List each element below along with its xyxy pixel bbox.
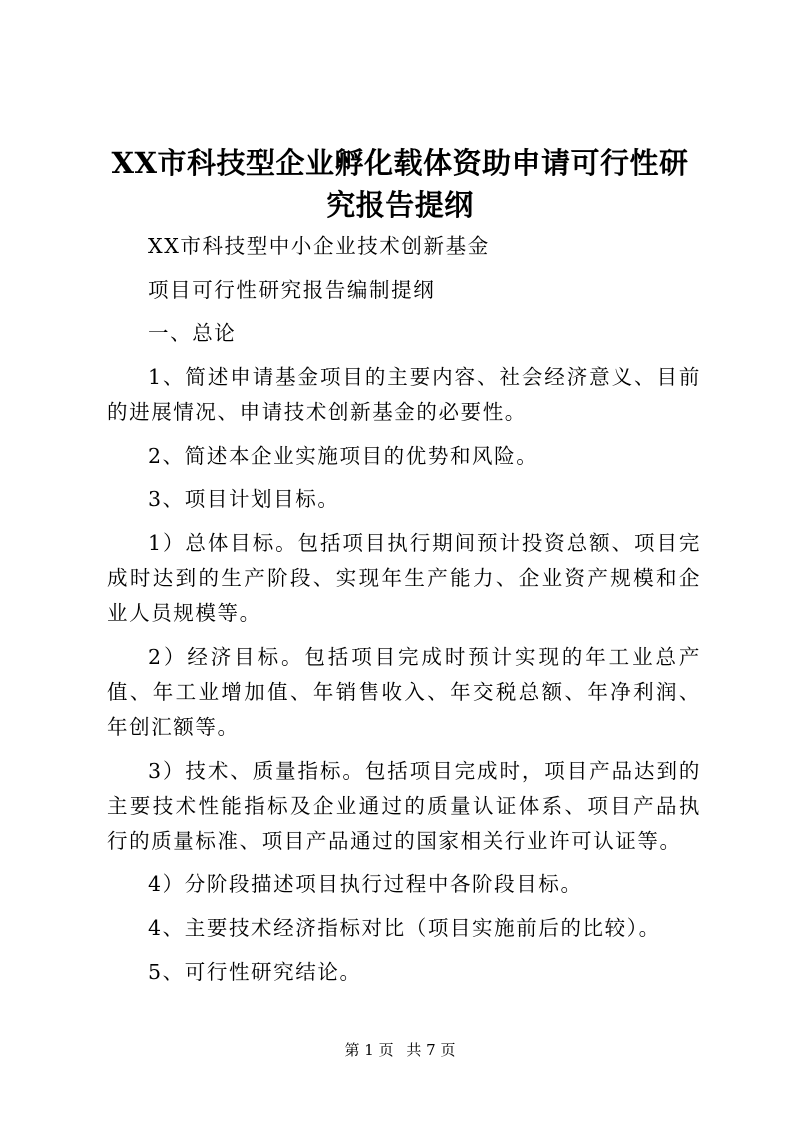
paragraph: XX市科技型中小企业技术创新基金 [148, 234, 490, 258]
paragraph: 1、简述申请基金项目的主要内容、社会经济意义、目前的进展情况、申请技术创新基金的必要性。 [107, 365, 701, 425]
document-title: XX市科技型企业孵化载体资助申请可行性研究报告提纲 [111, 146, 689, 222]
paragraph: 5、可行性研究结论。 [148, 959, 362, 984]
page-footer [0, 1040, 800, 1060]
paragraph: 3、项目计划目标。 [148, 487, 340, 512]
paragraph: 项目可行性研究报告编制提纲 [148, 277, 436, 302]
paragraph: 4）分阶段描述项目执行过程中各阶段目标。 [148, 872, 583, 897]
paragraph: 2）经济目标。包括项目完成时预计实现的年工业总产值、年工业增加值、年销售收入、年交税总额、年净利润、年创汇额等。 [107, 644, 701, 739]
paragraph: 1）总体目标。包括项目执行期间预计投资总额、项目完成时达到的生产阶段、实现年生产能力、企业资产规模和企业人员规模等。 [107, 531, 701, 626]
section-heading: 一、总论 [148, 321, 237, 346]
paragraph: 2、简述本企业实施项目的优势和风险。 [148, 443, 539, 468]
paragraph: 4、主要技术经济指标对比（项目实施前后的比较）。 [148, 915, 661, 940]
total-pages: 共 7 页 [406, 1041, 456, 1059]
document-body [107, 229, 701, 998]
paragraph: 3）技术、质量指标。包括项目完成时，项目产品达到的主要技术性能指标及企业通过的质量认证体系、项目产品执行的质量标准、项目产品通过的国家相关行业许可认证等。 [107, 758, 701, 853]
page-number: 第 1 页 [344, 1041, 394, 1059]
